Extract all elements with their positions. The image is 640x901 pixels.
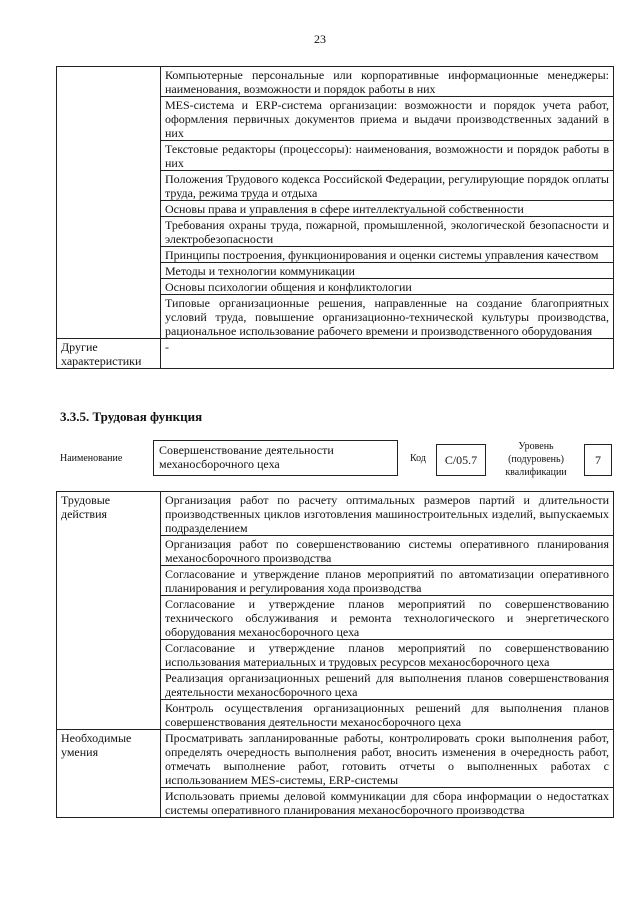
qualification-level-label: Уровень (подуровень) квалификации: [505, 441, 567, 478]
knowledge-item: MES-система и ERP-система организации: возможности и порядок учета работ, оформления первичных документов приема и выдачи производственных заданий в них: [161, 97, 614, 141]
knowledge-item: Методы и технологии коммуникации: [161, 263, 614, 279]
code-box: C/05.7: [436, 444, 486, 476]
knowledge-item: Основы психологии общения и конфликтологии: [161, 279, 614, 295]
labor-action-item: Реализация организационных решений для выполнения планов совершенствования деятельности механосборочного цеха: [161, 670, 614, 700]
skill-item: Использовать приемы деловой коммуникации для сбора информации о недостатках системы оперативного планирования механосборочного производства: [161, 788, 614, 818]
page-number: 23: [314, 32, 326, 46]
labor-action-item: Согласование и утверждение планов мероприятий по совершенствованию технического обслуживания и ремонта технологического и энергетического оборудования механосборочного цеха: [161, 596, 614, 640]
knowledge-item: Текстовые редакторы (процессоры): наименования, возможности и порядок работы в них: [161, 141, 614, 171]
table-row: [57, 339, 614, 369]
qualification-level-box: 7: [584, 444, 612, 476]
knowledge-label-cell: [57, 67, 161, 339]
table-row: [57, 492, 614, 536]
labor-action-item: Организация работ по совершенствованию системы оперативного планирования механосборочного производства: [161, 536, 614, 566]
required-skills-label: Необходимые умения: [57, 730, 161, 818]
skill-item: Просматривать запланированные работы, контролировать сроки выполнения работ, определять очередность выполнения работ, вносить изменения в очередность работ, отмечать выполнение работ, готовить отчеты о выполненных работах с использованием MES-системы, ERP-системы: [161, 730, 614, 788]
name-label: Наименование: [60, 453, 123, 464]
table-row: [57, 67, 614, 97]
labor-actions-label: Трудовые действия: [57, 492, 161, 730]
knowledge-table: [56, 66, 614, 369]
section-heading: 3.3.5. Трудовая функция: [60, 409, 203, 424]
knowledge-item: Принципы построения, функционирования и оценки системы управления качеством: [161, 247, 614, 263]
labor-action-item: Согласование и утверждение планов мероприятий по совершенствованию использования материальных и трудовых ресурсов механосборочного цеха: [161, 640, 614, 670]
knowledge-item: Основы права и управления в сфере интеллектуальной собственности: [161, 201, 614, 217]
function-name-box: Совершенствование деятельности механосборочного цеха: [153, 440, 398, 476]
knowledge-item: Положения Трудового кодекса Российской Федерации, регулирующие порядок оплаты труда, режима труда и отдыха: [161, 171, 614, 201]
labor-action-item: Контроль осуществления организационных решений для выполнения планов совершенствования деятельности механосборочного цеха: [161, 700, 614, 730]
labor-action-item: Согласование и утверждение планов мероприятий по автоматизации оперативного планирования и регулирования хода производства: [161, 566, 614, 596]
knowledge-item: Компьютерные персональные или корпоративные информационные менеджеры: наименования, возможности и порядок работы в них: [161, 67, 614, 97]
knowledge-item: Типовые организационные решения, направленные на создание благоприятных условий труда, повышение организационно-технической культуры производства, рациональное использование рабочего времени и производственного оборудования: [161, 295, 614, 339]
other-characteristics-value: -: [161, 339, 614, 369]
code-label: Код: [410, 453, 426, 464]
other-characteristics-label: Другие характеристики: [57, 339, 161, 369]
labor-action-item: Организация работ по расчету оптимальных размеров партий и длительности производственных циклов изготовления машиностроительных изделий, выпускаемых подразделением: [161, 492, 614, 536]
knowledge-item: Требования охраны труда, пожарной, промышленной, экологической безопасности и электробезопасности: [161, 217, 614, 247]
function-table: [56, 491, 614, 818]
table-row: [57, 730, 614, 788]
